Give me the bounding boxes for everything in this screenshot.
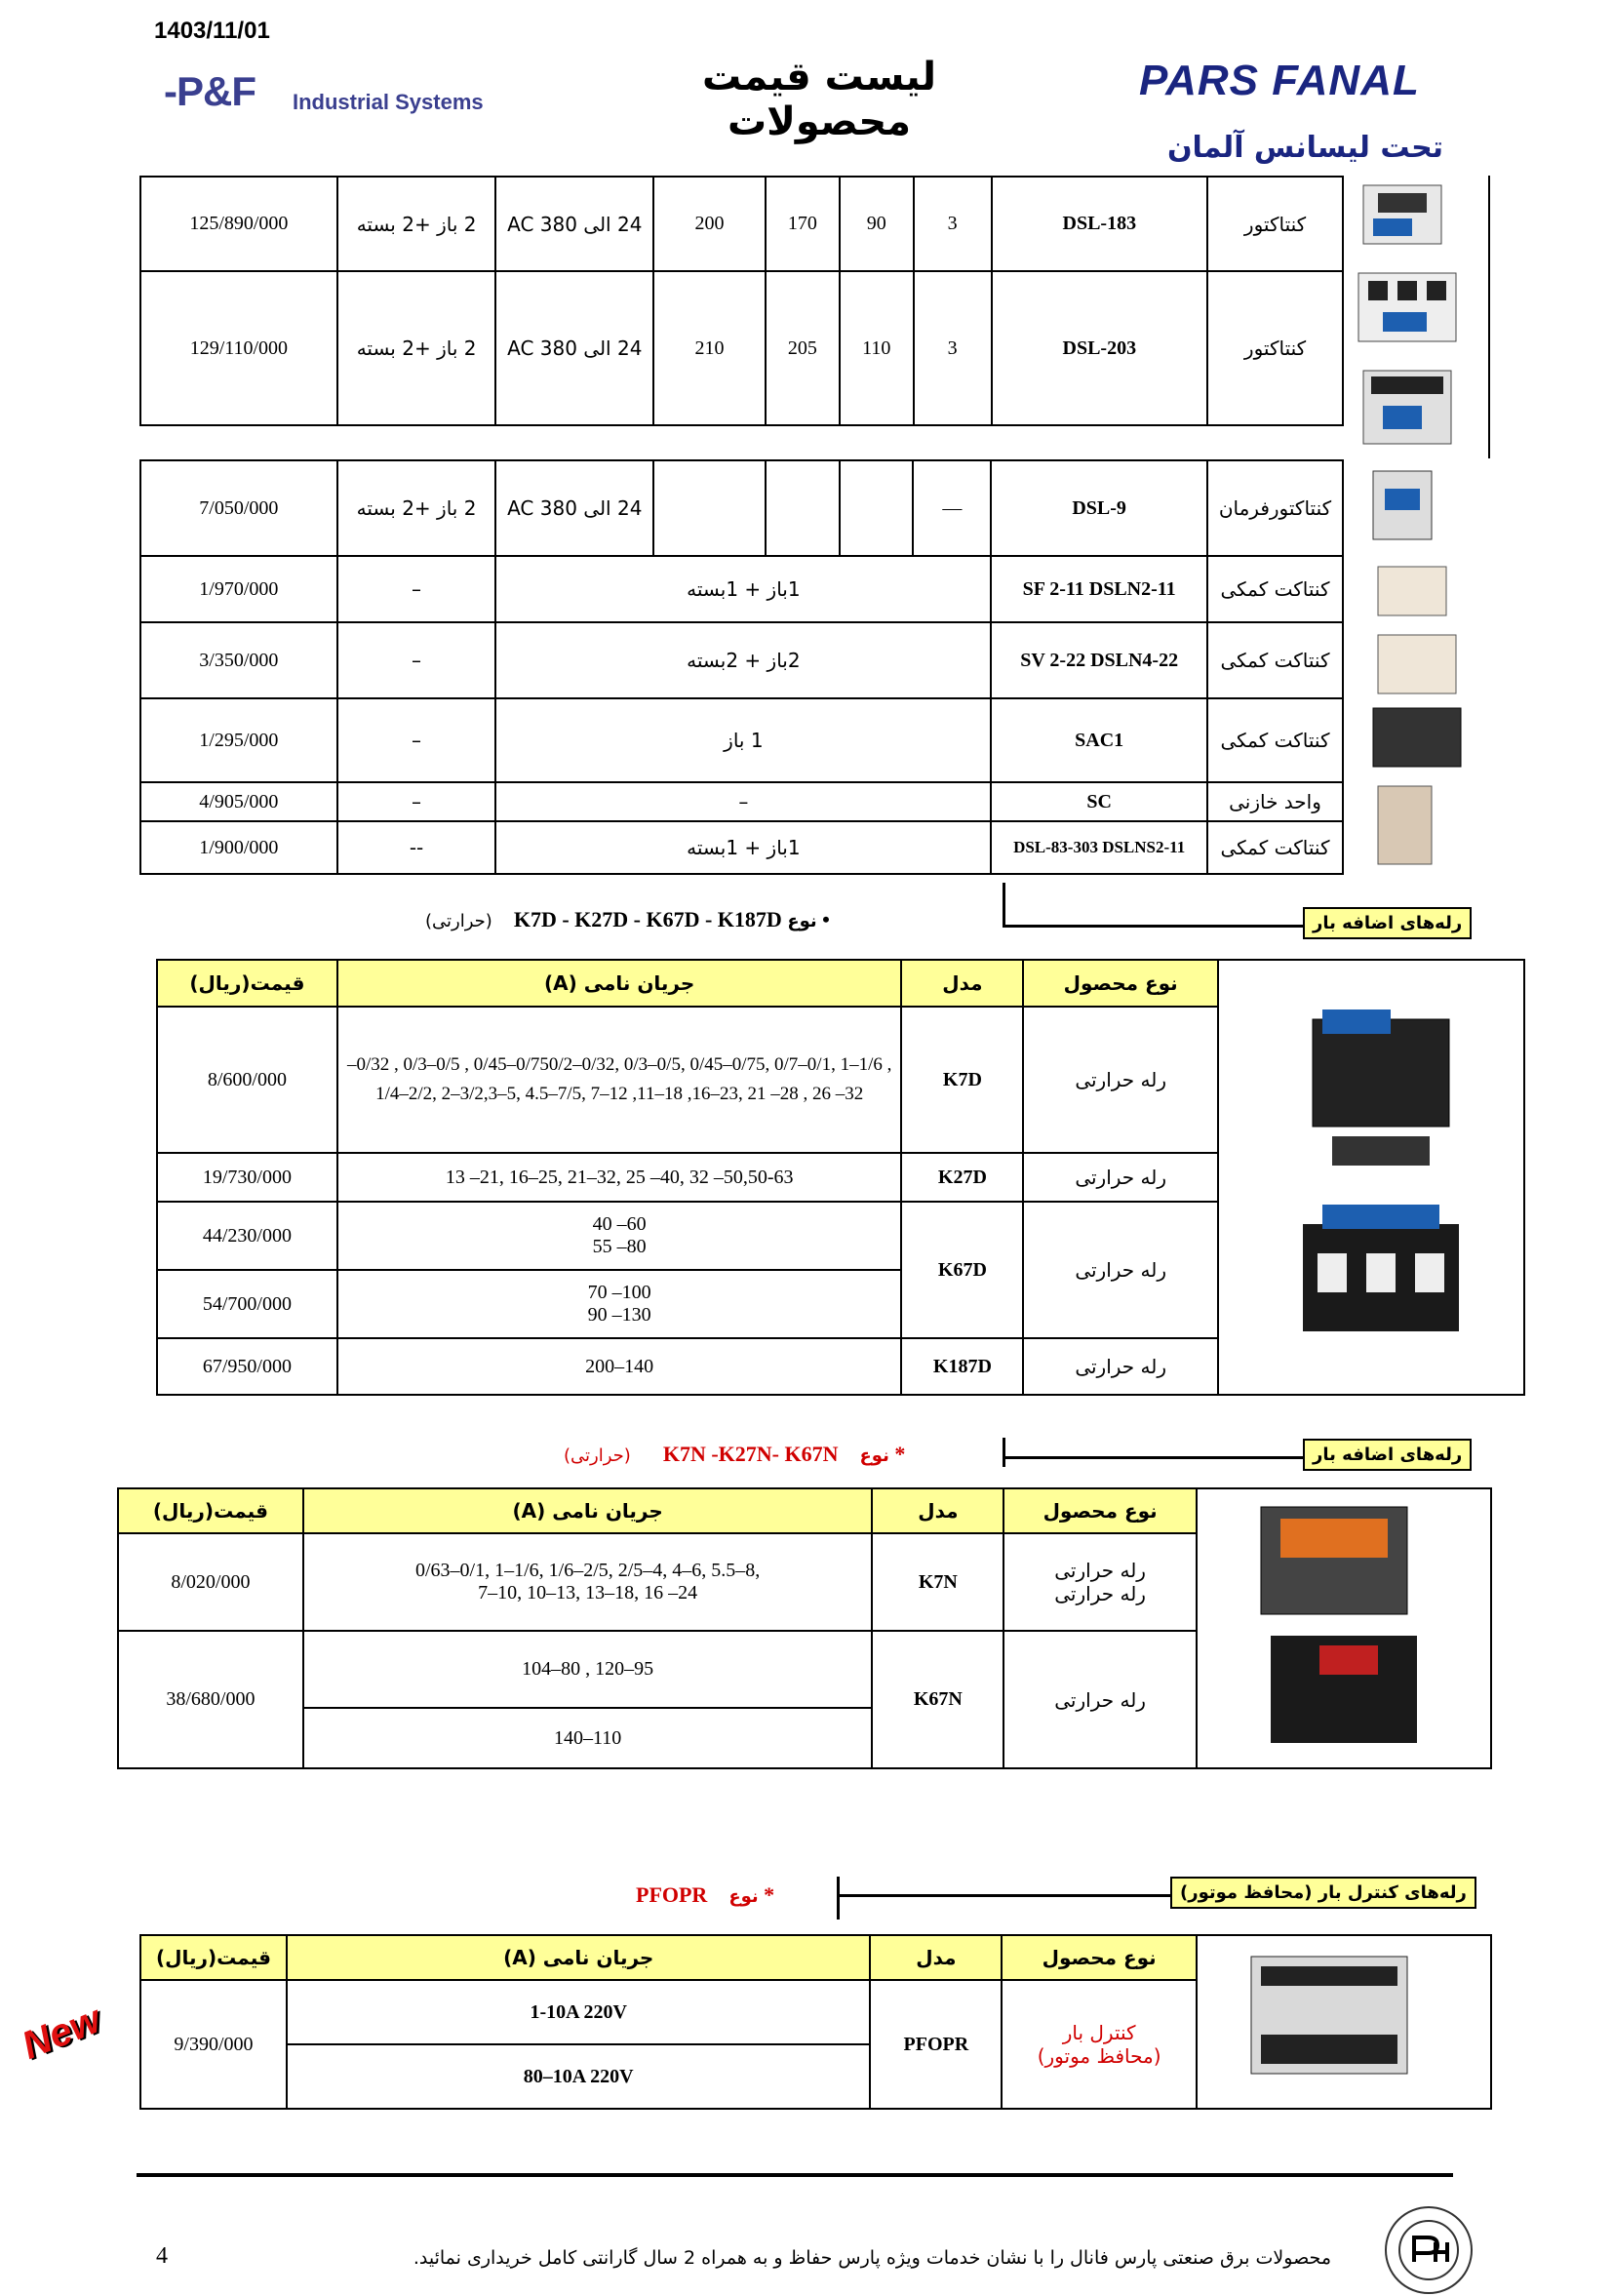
product-type: رله حرارتی [1023, 1007, 1218, 1153]
price: 8/600/000 [157, 1007, 337, 1153]
rating-3: 210 [653, 271, 766, 425]
product-type: کنتاکت کمکی [1207, 821, 1343, 874]
price: 4/905/000 [140, 782, 337, 821]
header-type: نوع محصول [1003, 1488, 1197, 1533]
table-header [140, 1935, 1491, 1980]
contactor-table [139, 176, 1344, 426]
coil-voltage: 24 الی AC 380 [495, 460, 653, 556]
current-range-b: 55 –80 [592, 1236, 647, 1257]
contactor-photo [1344, 176, 1488, 458]
product-type: رله حرارتی [1023, 1153, 1218, 1202]
section-rule [1004, 1456, 1303, 1459]
poles: 3 [914, 177, 992, 271]
price: 38/680/000 [118, 1631, 303, 1768]
product-type: کنتاکت کمکی [1207, 622, 1343, 698]
model: SAC1 [991, 698, 1207, 782]
type-line: (حرارتی) K7D - K27D - K67D - K187D نوع • [425, 907, 830, 931]
accessories-table [139, 459, 1344, 875]
date: 1403/11/01 [154, 18, 270, 44]
accessory-photo [1344, 459, 1488, 873]
relay-p-images [1197, 1935, 1491, 2109]
price: 129/110/000 [140, 271, 337, 425]
section-rule-tick [1003, 883, 1005, 928]
header-type: نوع محصول [1023, 960, 1218, 1007]
contact-description: 1باز + 1بسته [495, 821, 991, 874]
current-range-c: 70 –100 [587, 1282, 651, 1303]
pf-logo: -P&F [164, 68, 256, 114]
section-rule [1004, 925, 1303, 928]
header-model: مدل [901, 960, 1023, 1007]
product-type: کنتاکت کمکی [1207, 698, 1343, 782]
relay-n-table [117, 1487, 1492, 1769]
motor-protector-photo [1202, 1937, 1485, 2103]
type-models: PFOPR [636, 1882, 708, 1907]
model: K187D [901, 1338, 1023, 1395]
current-range-a: 104–80 , 120–95 [303, 1631, 873, 1708]
product-type: کنتاکت کمکی [1207, 556, 1343, 622]
header-price: قیمت(ریال) [157, 960, 337, 1007]
coil-voltage: 24 الی AC 380 [495, 177, 653, 271]
current-range [337, 1202, 902, 1270]
header-model: مدل [870, 1935, 1002, 1980]
price: 1/900/000 [140, 821, 337, 874]
product-type-a: کنترل بار [1062, 2021, 1136, 2044]
table-row [140, 622, 1343, 698]
type-prefix: نوع [787, 911, 817, 931]
accessory-images [1344, 459, 1488, 873]
product-type-b: (محافظ موتور) [1037, 2044, 1161, 2068]
brand-logo: PARS FANAL [1139, 57, 1420, 104]
product-type: رله حرارتی [1023, 1338, 1218, 1395]
header-current: جریان نامی (A) [287, 1935, 871, 1980]
model: K7N [872, 1533, 1003, 1631]
product-type-b: رله حرارتی [1054, 1582, 1146, 1605]
contact-description: 2باز + 2بسته [495, 622, 991, 698]
contact-description: 1 باز [495, 698, 991, 782]
poles: — [913, 460, 991, 556]
current-range [303, 1533, 873, 1631]
license-subtitle: تحت لیسانس آلمان [1166, 131, 1443, 165]
seal-icon [1387, 2208, 1471, 2292]
relay-k-images [1218, 960, 1524, 1395]
model: K7D [901, 1007, 1023, 1153]
contactor-images [1344, 176, 1490, 458]
table-row [140, 271, 1343, 425]
product-type: واحد خازنی [1207, 782, 1343, 821]
thermal-relay-photo [1225, 970, 1517, 1380]
type-suffix: (حرارتی) [425, 911, 492, 931]
current-range-d: 90 –130 [587, 1304, 651, 1326]
price: 3/350/000 [140, 622, 337, 698]
page-number: 4 [156, 2243, 168, 2269]
poles: 3 [914, 271, 992, 425]
price: 54/700/000 [157, 1270, 337, 1338]
rating-2: 205 [766, 271, 840, 425]
aux-contacts: – [337, 556, 496, 622]
relay-n-photo [1202, 1489, 1485, 1762]
type-line: PFOPR نوع * [636, 1882, 775, 1907]
motor-protection-tag: رله‌های کنترل بار (محافظ موتور) [1170, 1877, 1476, 1909]
table-row [140, 556, 1343, 622]
type-suffix: (حرارتی) [564, 1445, 631, 1466]
model: K67D [901, 1202, 1023, 1338]
section-rule-tick [1003, 1438, 1005, 1467]
current-range: 200–140 [337, 1338, 902, 1395]
table-row [140, 782, 1343, 821]
type-prefix: نوع [859, 1445, 889, 1466]
footer-text: محصولات برق صنعتی پارس فانال را با نشان خدمات ویژه پارس حفاظ و به همراه 2 سال گارانتی کامل خریداری نمائید. [413, 2247, 1331, 2269]
price: 44/230/000 [157, 1202, 337, 1270]
aux-contacts: – [337, 622, 496, 698]
price: 19/730/000 [157, 1153, 337, 1202]
model: PFOPR [870, 1980, 1002, 2109]
current-range-b: 7–10, 10–13, 13–18, 16 –24 [478, 1582, 698, 1603]
product-type: رله حرارتی [1003, 1631, 1197, 1768]
price: 125/890/000 [140, 177, 337, 271]
current-range-a: 40 –60 [592, 1213, 647, 1235]
current-range-a: 0/63–0/1, 1–1/6, 1/6–2/5, 2/5–4, 4–6, 5.5–8, [414, 1560, 761, 1581]
overload-relay-tag: رله‌های اضافه بار [1303, 907, 1472, 939]
section-rule [839, 1894, 1170, 1897]
model: DSL-9 [991, 460, 1207, 556]
rating-3: 200 [653, 177, 766, 271]
rating-2: 170 [766, 177, 840, 271]
coil-voltage: 24 الی AC 380 [495, 271, 653, 425]
current-range-b: 140–110 [303, 1708, 873, 1768]
product-type-a: رله حرارتی [1054, 1559, 1146, 1582]
aux-contacts: 2 باز +2 بسته [337, 460, 496, 556]
current-range [337, 1270, 902, 1338]
type-line: (حرارتی) K7N -K27N- K67N نوع * [564, 1442, 906, 1466]
current-range: 13 –21, 16–25, 21–32, 25 –40, 32 –50,50-63 [337, 1153, 902, 1202]
price: 8/020/000 [118, 1533, 303, 1631]
current-range-a: 1-10A 220V [287, 1980, 871, 2044]
model: DSL-203 [992, 271, 1208, 425]
rating-1: 90 [840, 177, 914, 271]
relay-k-table [156, 959, 1525, 1396]
header-price: قیمت(ریال) [118, 1488, 303, 1533]
header-current: جریان نامی (A) [303, 1488, 873, 1533]
table-row [140, 821, 1343, 874]
contact-description: – [495, 782, 991, 821]
header-type: نوع محصول [1002, 1935, 1197, 1980]
current-range: –0/32 , 0/3–0/5 , 0/45–0/750/2–0/32, 0/3–0/5, 0/45–0/75, 0/7–0/1, 1–1/6 , 1/4–2/2, 2–3/2,3–5, 4.5–7/5, 7–12 ,11–18 ,16–23, 21 –28 , 26 –32 [337, 1007, 902, 1153]
overload-relay-tag: رله‌های اضافه بار [1303, 1439, 1472, 1471]
header-current: جریان نامی (A) [337, 960, 902, 1007]
table-row [140, 460, 1343, 556]
price: 7/050/000 [140, 460, 337, 556]
model: DSL-183 [992, 177, 1208, 271]
model: K67N [872, 1631, 1003, 1768]
model: DSL-83-303 DSLNS2-11 [991, 821, 1207, 874]
type-models: K7N -K27N- K67N [662, 1442, 839, 1466]
aux-contacts: 2 باز +2 بسته [337, 177, 496, 271]
footer-divider [137, 2173, 1453, 2177]
product-type [1002, 1980, 1197, 2109]
product-type [1003, 1533, 1197, 1631]
aux-contacts: 2 باز +2 بسته [337, 271, 496, 425]
price: 9/390/000 [140, 1980, 287, 2109]
aux-contacts: – [337, 698, 496, 782]
page-title: لیست قیمت محصولات [702, 55, 936, 144]
table-row [140, 698, 1343, 782]
model: SF 2-11 DSLN2-11 [991, 556, 1207, 622]
price: 67/950/000 [157, 1338, 337, 1395]
header-price: قیمت(ریال) [140, 1935, 287, 1980]
relay-n-images [1197, 1488, 1491, 1768]
type-prefix: نوع [728, 1886, 759, 1907]
aux-contacts: – [337, 782, 496, 821]
header-model: مدل [872, 1488, 1003, 1533]
product-type: کنتاکتور [1207, 177, 1343, 271]
contact-description: 1باز + 1بسته [495, 556, 991, 622]
section-rule-tick [837, 1877, 840, 1920]
price: 1/295/000 [140, 698, 337, 782]
new-badge: New [16, 1998, 107, 2068]
relay-p-table [139, 1934, 1492, 2110]
product-type: کنتاکتورفرمان [1207, 460, 1343, 556]
table-header [118, 1488, 1491, 1533]
aux-contacts: -- [337, 821, 496, 874]
price: 1/970/000 [140, 556, 337, 622]
type-models: K7D - K27D - K67D - K187D [513, 907, 782, 931]
table-row [140, 177, 1343, 271]
product-type: رله حرارتی [1023, 1202, 1218, 1338]
rating-1: 110 [840, 271, 914, 425]
model: K27D [901, 1153, 1023, 1202]
model: SV 2-22 DSLN4-22 [991, 622, 1207, 698]
model: SC [991, 782, 1207, 821]
current-range-b: 80–10A 220V [287, 2044, 871, 2109]
product-type: کنتاکتور [1207, 271, 1343, 425]
logo-subtitle: Industrial Systems [293, 90, 484, 114]
table-header [157, 960, 1524, 1007]
